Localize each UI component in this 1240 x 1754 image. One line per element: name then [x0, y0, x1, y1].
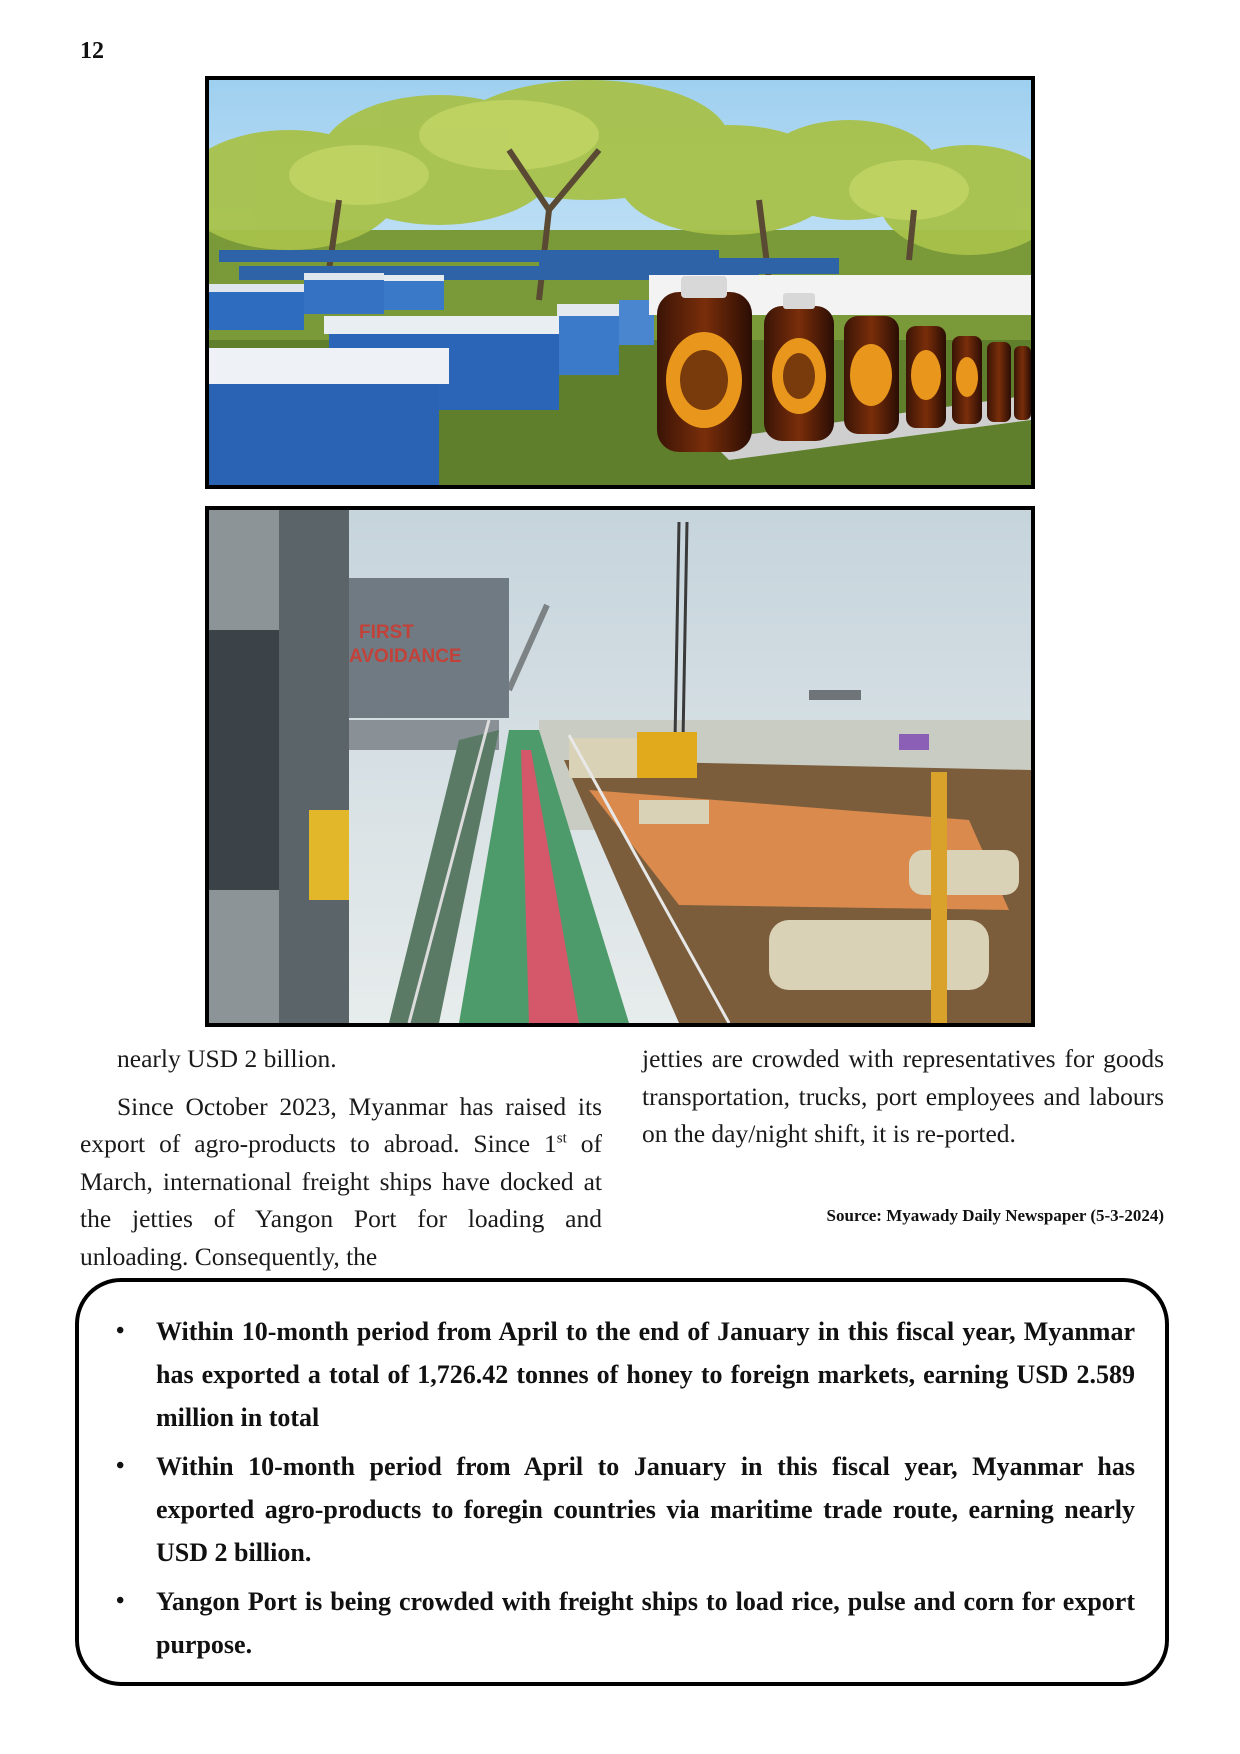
- source-citation: Source: Myawady Daily Newspaper (5-3-2024): [826, 1206, 1164, 1225]
- summary-list: [99, 1310, 1135, 1666]
- bullet-icon: •: [116, 1453, 125, 1479]
- summary-item-text: Within 10-month period from April to January in this fiscal year, Myanmar has exported agro-products to foregin countries via maritime trade route, earning nearly USD 2 billion.: [156, 1452, 1135, 1567]
- page-number: 12: [80, 38, 104, 64]
- summary-item: [99, 1310, 1135, 1439]
- summary-item-text: Yangon Port is being crowded with freight ships to load rice, pulse and corn for export purpose.: [156, 1587, 1135, 1659]
- summary-item: [99, 1580, 1135, 1666]
- article-right-column: [642, 1040, 1164, 1153]
- beehives-and-honey-bottles-photo: [205, 76, 1035, 489]
- bullet-icon: •: [116, 1588, 125, 1614]
- summary-item-text: Within 10-month period from April to the end of January in this fiscal year, Myanmar has exported a total of 1,726.42 tonnes of honey to foreign markets, earning USD 2.589 million in total: [156, 1317, 1135, 1432]
- article-paragraph-2-start: Since October 2023, Myanmar has raised its export of agro-products to abroad. Since: [80, 1091, 602, 1158]
- article-paragraph-2-end: of March, international freight ships have docked at the jetties of Yangon Port for loading and unloading. Consequently, the: [80, 1129, 603, 1271]
- bullet-icon: •: [116, 1318, 125, 1344]
- summary-item: [99, 1445, 1135, 1574]
- article-paragraph-3: jetties are crowded with representatives for goods transportation, trucks, port employees and labours on the day/night shift, it is re-ported.: [642, 1044, 1164, 1148]
- article-paragraph-2: [80, 1088, 602, 1276]
- yangon-port-freight-ship-photo: [205, 506, 1035, 1027]
- summary-box: [75, 1278, 1169, 1686]
- ordinal-suffix: st: [556, 1130, 567, 1147]
- date-number: 1: [544, 1129, 557, 1158]
- article-paragraph-1: nearly USD 2 billion.: [117, 1044, 337, 1073]
- article-left-column: [80, 1040, 602, 1275]
- ship-sign-text-line2: AVOIDANCE: [349, 646, 462, 667]
- ship-sign-text-line1: FIRST: [359, 622, 414, 643]
